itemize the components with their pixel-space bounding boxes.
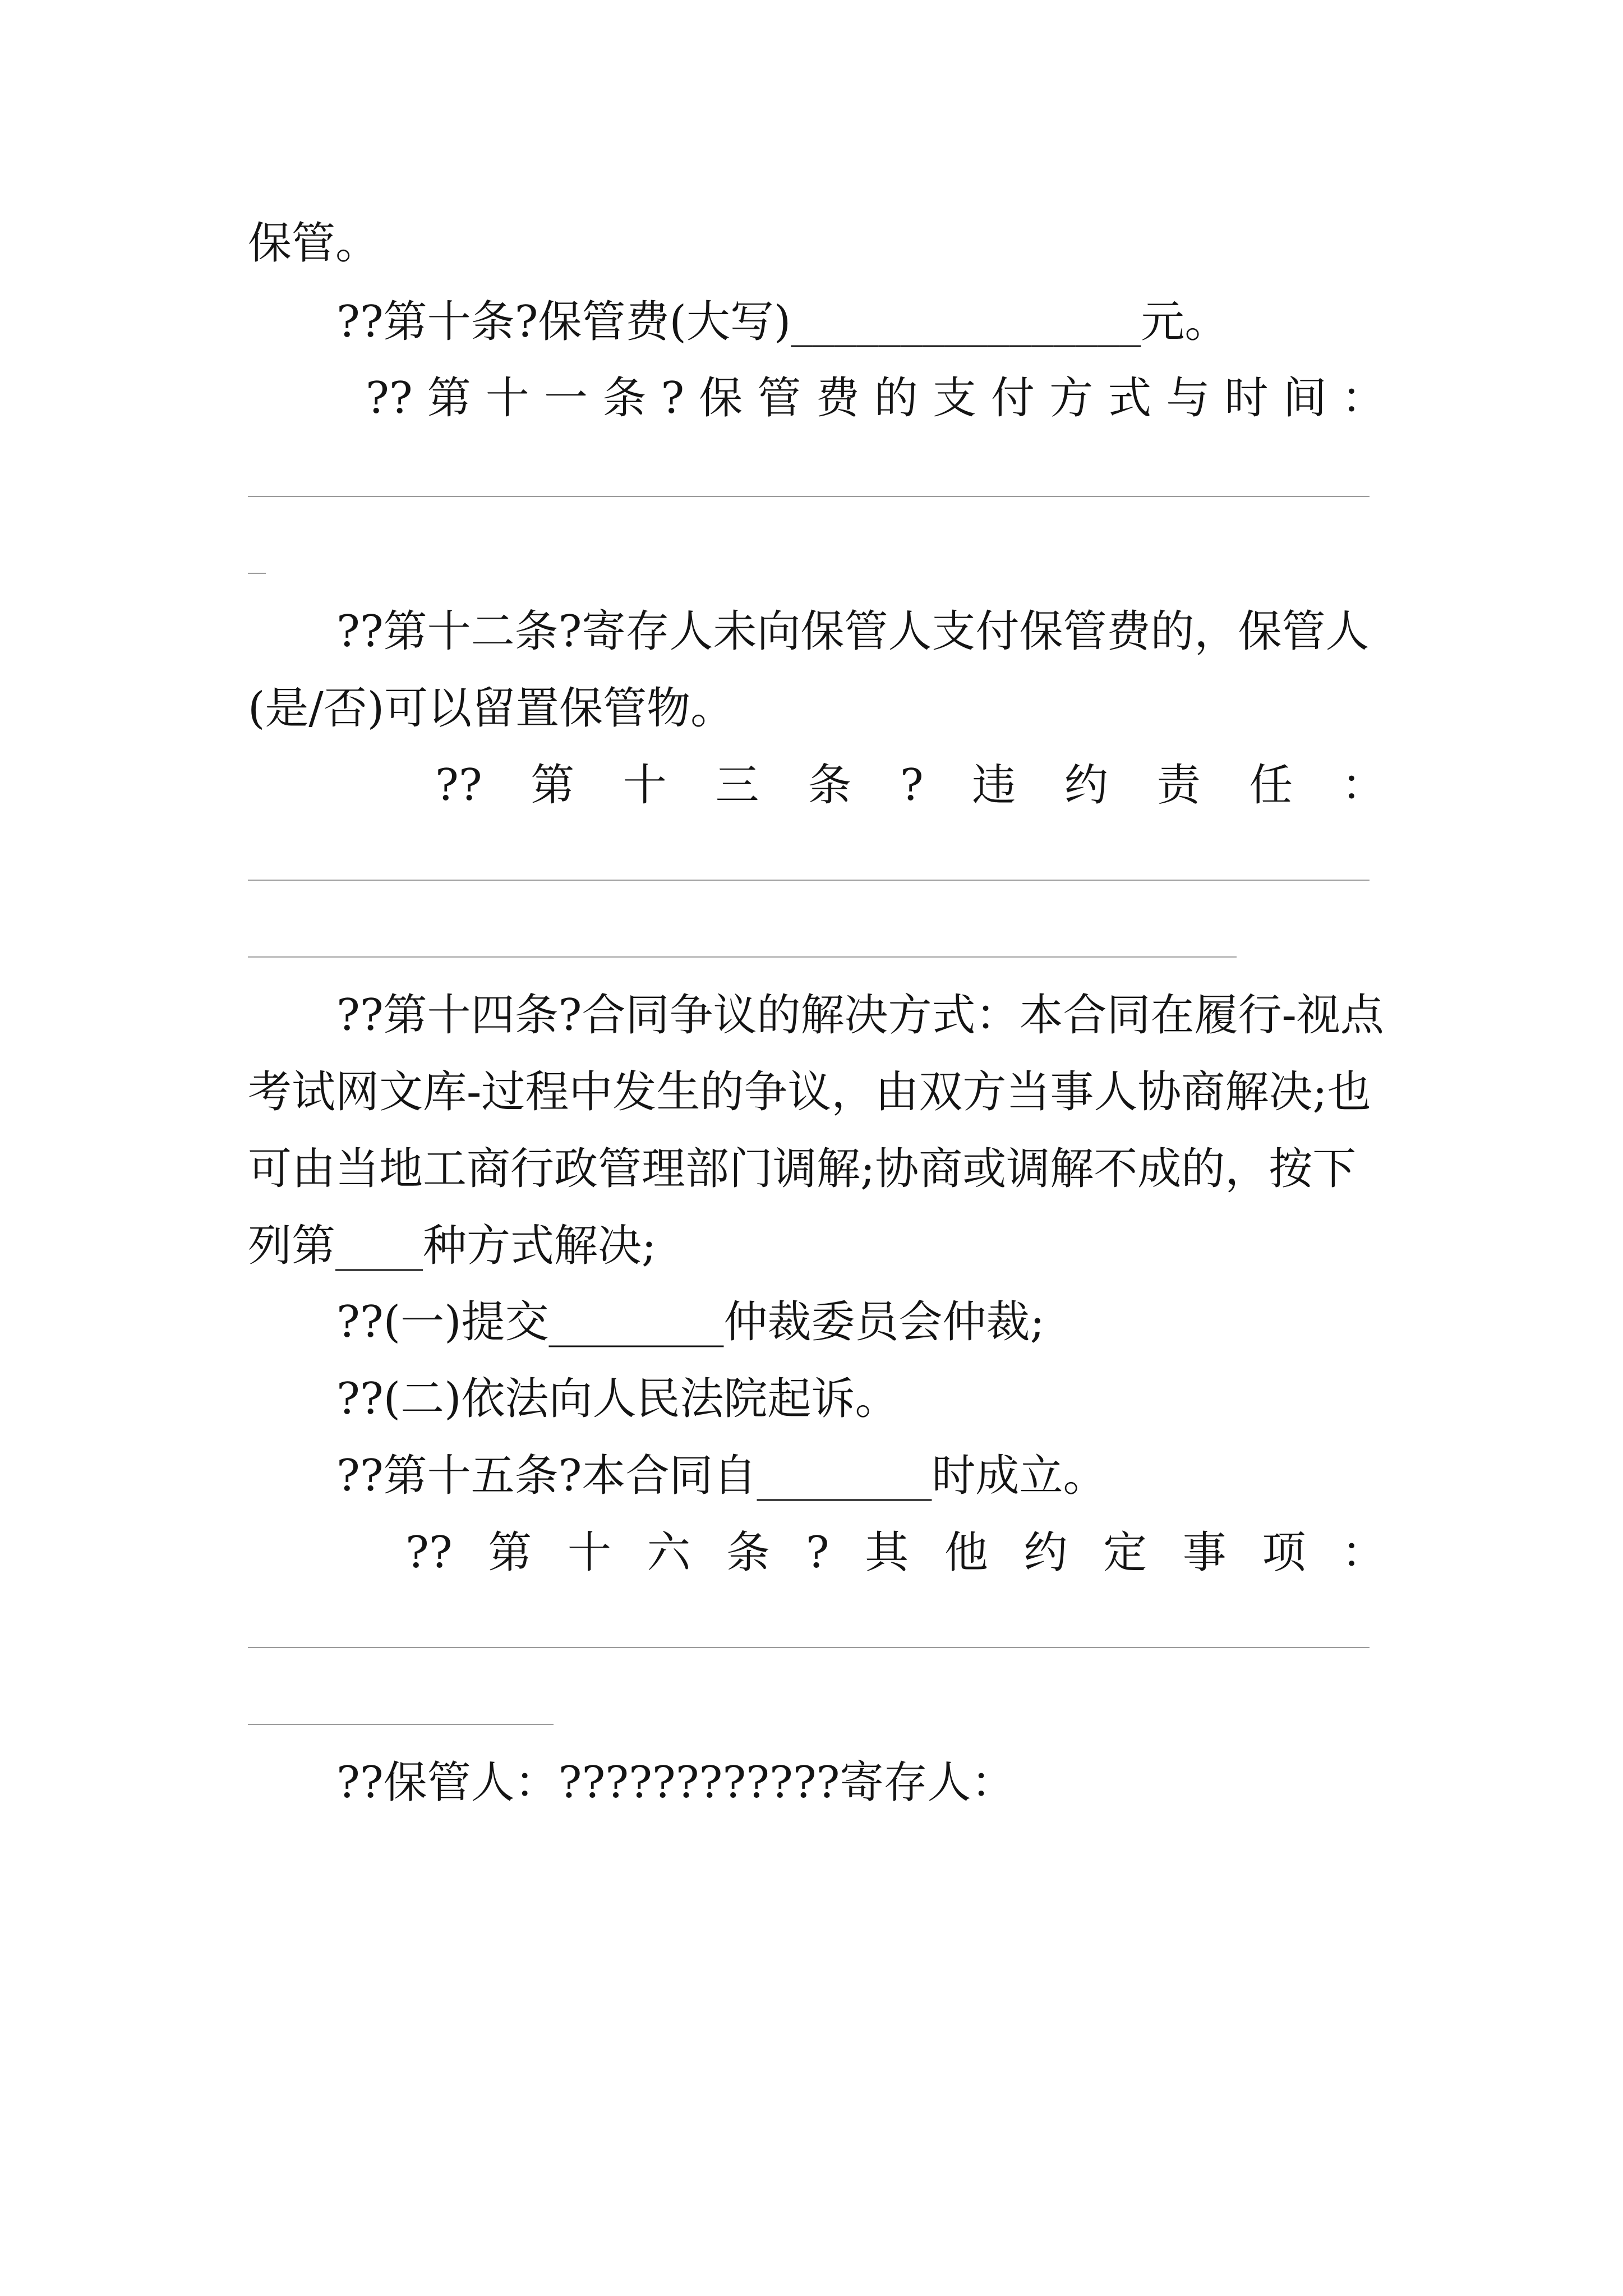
spread-glyph: 的: [874, 373, 918, 424]
spread-glyph: 责: [1156, 760, 1201, 811]
clause-9-tail: 保管。: [248, 218, 380, 269]
spread-glyph: ：: [1341, 373, 1385, 424]
clause-14-option-litigation: ??(二)依法向人民法院起诉。: [336, 1374, 899, 1424]
clause-13-liability: [435, 760, 1385, 811]
fill-in-line: [248, 573, 266, 574]
clause-15-effective: ??第十五条?本合同自________时成立。: [336, 1451, 1107, 1501]
clause-10-storage-fee: ??第十条?保管费(大写)________________元。: [336, 297, 1229, 347]
spread-glyph: ??: [435, 760, 482, 811]
spread-glyph: 费: [815, 373, 860, 424]
spread-glyph: 约: [1064, 760, 1108, 811]
spread-glyph: ：: [1341, 760, 1385, 811]
spread-glyph: 第: [488, 1527, 532, 1578]
spread-glyph: 付: [990, 373, 1035, 424]
spread-glyph: 违: [972, 760, 1016, 811]
spread-glyph: 与: [1166, 373, 1210, 424]
fill-in-line: [248, 1724, 554, 1725]
spread-glyph: ??: [405, 1527, 453, 1578]
clause-14-line-2: 考试网文库-过程中发生的争议，由双方当事人协商解决;也: [248, 1067, 1371, 1117]
spread-glyph: 十: [567, 1527, 611, 1578]
spread-glyph: 其: [865, 1527, 909, 1578]
spread-glyph: ?: [900, 760, 924, 811]
spread-glyph: 条: [602, 373, 647, 424]
clause-12-line-2: (是/否)可以留置保管物。: [248, 683, 735, 734]
fill-in-line: [248, 496, 1370, 497]
spread-glyph: 支: [932, 373, 976, 424]
spread-glyph: 十: [623, 760, 667, 811]
spread-glyph: 第: [427, 373, 471, 424]
spread-glyph: 项: [1262, 1527, 1306, 1578]
spread-glyph: ?: [661, 373, 685, 424]
spread-glyph: 第: [531, 760, 575, 811]
spread-glyph: 方: [1049, 373, 1094, 424]
spread-glyph: 定: [1103, 1527, 1147, 1578]
fill-in-line: [248, 1647, 1370, 1648]
spread-glyph: ??: [366, 373, 413, 424]
spread-glyph: 时: [1224, 373, 1269, 424]
clause-16-other-matters: [405, 1527, 1385, 1578]
spread-glyph: ?: [805, 1527, 829, 1578]
clause-14-option-arbitration: ??(一)提交________仲裁委员会仲裁;: [336, 1297, 1045, 1347]
spread-glyph: 式: [1108, 373, 1152, 424]
clause-14-line-4: 列第____种方式解决;: [248, 1221, 657, 1271]
clause-14-line-3: 可由当地工商行政管理部门调解;协商或调解不成的，按下: [248, 1144, 1357, 1194]
spread-glyph: 一: [544, 373, 588, 424]
spread-glyph: 十: [485, 373, 529, 424]
fill-in-line: [248, 880, 1370, 881]
spread-glyph: 六: [647, 1527, 691, 1578]
spread-glyph: 管: [757, 373, 801, 424]
spread-glyph: 三: [715, 760, 759, 811]
clause-11-payment-method: [366, 373, 1385, 424]
spread-glyph: 保: [699, 373, 743, 424]
spread-glyph: ：: [1341, 1527, 1385, 1578]
spread-glyph: 事: [1182, 1527, 1227, 1578]
clause-12-line-1: ??第十二条?寄存人未向保管人支付保管费的，保管人: [336, 606, 1370, 657]
spread-glyph: 间: [1283, 373, 1327, 424]
fill-in-line: [248, 956, 1237, 958]
spread-glyph: 任: [1249, 760, 1293, 811]
clause-14-line-1: ??第十四条?合同争议的解决方式：本合同在履行-视点: [336, 990, 1384, 1041]
spread-glyph: 他: [944, 1527, 988, 1578]
spread-glyph: 约: [1023, 1527, 1068, 1578]
spread-glyph: 条: [808, 760, 852, 811]
spread-glyph: 条: [726, 1527, 771, 1578]
signature-line: ??保管人：????????????寄存人：: [336, 1757, 1015, 1808]
